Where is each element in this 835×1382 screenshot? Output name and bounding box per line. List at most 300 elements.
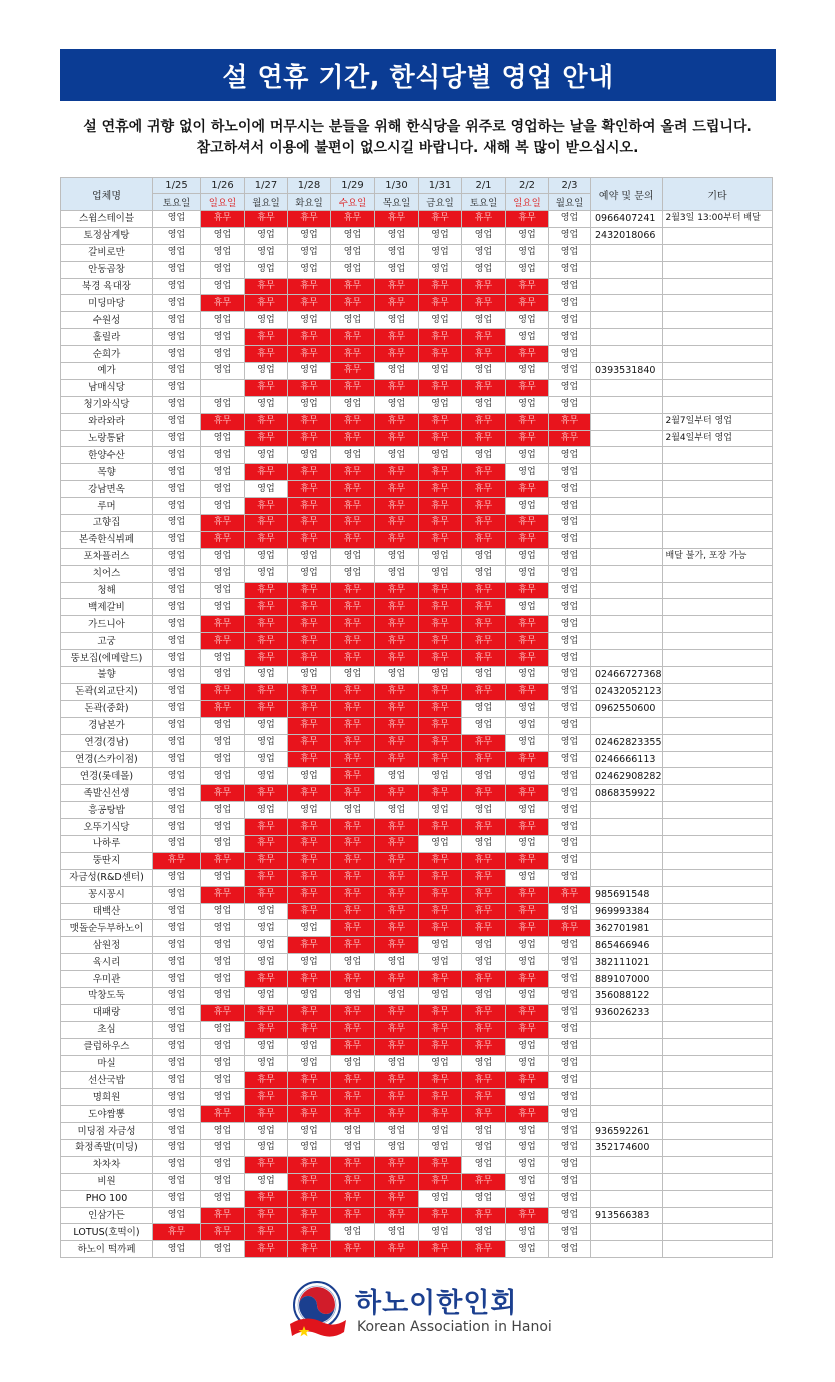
note-cell: 2월4일부터 영업 — [662, 430, 772, 447]
status-open-cell: 영업 — [375, 987, 419, 1004]
note-cell — [662, 1241, 772, 1258]
table-row — [61, 278, 773, 295]
status-open-cell: 영업 — [419, 1139, 462, 1156]
status-open-cell: 영업 — [549, 768, 591, 785]
status-open-cell: 영업 — [288, 768, 331, 785]
restaurant-name: 안동곱창 — [61, 261, 153, 278]
restaurant-name: 돈곽(중화) — [61, 700, 153, 717]
status-open-cell: 영업 — [462, 548, 506, 565]
status-closed-cell: 휴무 — [375, 278, 419, 295]
status-open-cell: 영업 — [153, 211, 201, 228]
status-open-cell: 영업 — [375, 261, 419, 278]
restaurant-name: 연경(경남) — [61, 734, 153, 751]
status-open-cell: 영업 — [245, 261, 288, 278]
table-row — [61, 1173, 773, 1190]
status-open-cell: 영업 — [549, 802, 591, 819]
status-open-cell: 영업 — [153, 312, 201, 329]
status-closed-cell: 휴무 — [331, 937, 375, 954]
note-cell — [662, 582, 772, 599]
table-row — [61, 582, 773, 599]
contact-phone — [591, 599, 663, 616]
status-open-cell: 영업 — [549, 447, 591, 464]
status-closed-cell: 휴무 — [331, 464, 375, 481]
status-closed-cell: 휴무 — [375, 903, 419, 920]
contact-phone — [591, 1190, 663, 1207]
status-closed-cell: 휴무 — [245, 582, 288, 599]
status-open-cell: 영업 — [549, 261, 591, 278]
status-closed-cell: 휴무 — [375, 1241, 419, 1258]
status-open-cell: 영업 — [549, 903, 591, 920]
status-closed-cell: 휴무 — [375, 616, 419, 633]
contact-phone — [591, 1156, 663, 1173]
status-open-cell: 영업 — [549, 683, 591, 700]
status-closed-cell: 휴무 — [245, 886, 288, 903]
status-closed-cell: 휴무 — [245, 329, 288, 346]
status-closed-cell: 휴무 — [288, 599, 331, 616]
note-cell — [662, 244, 772, 261]
table-row — [61, 1106, 773, 1123]
status-open-cell: 영업 — [506, 548, 549, 565]
status-closed-cell: 휴무 — [331, 531, 375, 548]
status-closed-cell: 휴무 — [245, 683, 288, 700]
status-closed-cell: 휴무 — [245, 1224, 288, 1241]
status-closed-cell: 휴무 — [419, 650, 462, 667]
note-cell — [662, 819, 772, 836]
table-row — [61, 244, 773, 261]
restaurant-name: LOTUS(호떡이) — [61, 1224, 153, 1241]
status-closed-cell: 휴무 — [331, 1072, 375, 1089]
status-closed-cell: 휴무 — [375, 1004, 419, 1021]
note-cell — [662, 1021, 772, 1038]
table-row — [61, 1190, 773, 1207]
status-open-cell: 영업 — [201, 1055, 245, 1072]
table-row — [61, 1241, 773, 1258]
contact-phone: 0962550600 — [591, 700, 663, 717]
status-closed-cell: 휴무 — [375, 650, 419, 667]
status-closed-cell: 휴무 — [331, 869, 375, 886]
status-open-cell: 영업 — [506, 447, 549, 464]
status-open-cell: 영업 — [549, 211, 591, 228]
status-open-cell: 영업 — [549, 1106, 591, 1123]
status-open-cell: 영업 — [153, 768, 201, 785]
status-open-cell: 영업 — [245, 396, 288, 413]
status-open-cell: 영업 — [153, 1089, 201, 1106]
status-open-cell: 영업 — [153, 565, 201, 582]
contact-phone — [591, 1173, 663, 1190]
status-open-cell: 영업 — [201, 1241, 245, 1258]
contact-phone: 352174600 — [591, 1139, 663, 1156]
status-closed-cell: 휴무 — [506, 278, 549, 295]
contact-phone: 969993384 — [591, 903, 663, 920]
note-cell — [662, 852, 772, 869]
status-open-cell: 영업 — [245, 667, 288, 684]
status-open-cell: 영업 — [288, 920, 331, 937]
status-open-cell: 영업 — [153, 1072, 201, 1089]
date-header: 1/28 — [288, 178, 331, 194]
status-open-cell: 영업 — [288, 667, 331, 684]
status-closed-cell: 휴무 — [506, 1106, 549, 1123]
status-open-cell: 영업 — [506, 667, 549, 684]
column-header-note: 기타 — [662, 178, 772, 211]
status-open-cell: 영업 — [549, 1241, 591, 1258]
status-closed-cell: 휴무 — [462, 278, 506, 295]
restaurant-name: 강남면옥 — [61, 481, 153, 498]
contact-phone: 936592261 — [591, 1123, 663, 1140]
status-open-cell: 영업 — [153, 244, 201, 261]
status-open-cell: 영업 — [462, 312, 506, 329]
table-row — [61, 954, 773, 971]
status-open-cell: 영업 — [245, 1038, 288, 1055]
intro-line-2: 참고하셔서 이용에 불편이 없으시길 바랍니다. 새해 복 많이 받으십시오. — [196, 140, 639, 156]
contact-phone — [591, 261, 663, 278]
restaurant-name: 스윔스테이블 — [61, 211, 153, 228]
status-open-cell: 영업 — [245, 1055, 288, 1072]
table-row — [61, 700, 773, 717]
status-closed-cell: 휴무 — [288, 886, 331, 903]
status-open-cell: 영업 — [549, 1072, 591, 1089]
status-closed-cell: 휴무 — [288, 937, 331, 954]
status-closed-cell: 휴무 — [419, 346, 462, 363]
status-open-cell: 영업 — [288, 447, 331, 464]
table-row — [61, 1123, 773, 1140]
restaurant-name: 연경(롯데몰) — [61, 768, 153, 785]
table-row — [61, 1224, 773, 1241]
status-closed-cell: 휴무 — [331, 717, 375, 734]
status-open-cell: 영업 — [375, 667, 419, 684]
status-closed-cell: 휴무 — [331, 1241, 375, 1258]
table-row — [61, 886, 773, 903]
contact-phone — [591, 1241, 663, 1258]
status-open-cell: 영업 — [153, 633, 201, 650]
status-closed-cell: 휴무 — [462, 971, 506, 988]
status-open-cell: 영업 — [549, 633, 591, 650]
status-closed-cell: 휴무 — [288, 717, 331, 734]
note-cell — [662, 1055, 772, 1072]
table-row — [61, 447, 773, 464]
status-closed-cell: 휴무 — [375, 531, 419, 548]
status-open-cell: 영업 — [201, 819, 245, 836]
status-closed-cell: 휴무 — [419, 498, 462, 515]
status-open-cell: 영업 — [506, 802, 549, 819]
table-row — [61, 903, 773, 920]
date-header: 1/26 — [201, 178, 245, 194]
status-closed-cell: 휴무 — [462, 211, 506, 228]
contact-phone — [591, 278, 663, 295]
status-open-cell: 영업 — [549, 244, 591, 261]
status-closed-cell: 휴무 — [375, 379, 419, 396]
status-open-cell: 영업 — [245, 548, 288, 565]
status-closed-cell: 휴무 — [331, 515, 375, 532]
status-closed-cell: 휴무 — [462, 869, 506, 886]
status-open-cell: 영업 — [288, 1055, 331, 1072]
status-closed-cell: 휴무 — [245, 835, 288, 852]
status-open-cell: 영업 — [549, 227, 591, 244]
status-open-cell: 영업 — [506, 734, 549, 751]
status-open-cell: 영업 — [201, 734, 245, 751]
status-closed-cell: 휴무 — [462, 430, 506, 447]
status-open-cell: 영업 — [549, 312, 591, 329]
status-open-cell: 영업 — [153, 886, 201, 903]
status-open-cell: 영업 — [288, 987, 331, 1004]
status-closed-cell: 휴무 — [375, 785, 419, 802]
note-cell — [662, 954, 772, 971]
note-cell — [662, 1072, 772, 1089]
status-open-cell: 영업 — [201, 329, 245, 346]
status-closed-cell: 휴무 — [331, 886, 375, 903]
note-cell — [662, 785, 772, 802]
contact-phone — [591, 869, 663, 886]
status-open-cell: 영업 — [375, 1055, 419, 1072]
contact-phone — [591, 329, 663, 346]
status-closed-cell: 휴무 — [506, 886, 549, 903]
restaurant-name: 수원성 — [61, 312, 153, 329]
status-closed-cell: 휴무 — [245, 1106, 288, 1123]
status-closed-cell: 휴무 — [506, 1021, 549, 1038]
status-open-cell: 영업 — [153, 802, 201, 819]
status-open-cell: 영업 — [153, 987, 201, 1004]
status-open-cell: 영업 — [288, 227, 331, 244]
status-open-cell: 영업 — [419, 312, 462, 329]
status-open-cell: 영업 — [506, 396, 549, 413]
table-row — [61, 616, 773, 633]
status-open-cell: 영업 — [331, 802, 375, 819]
note-cell — [662, 346, 772, 363]
status-closed-cell: 휴무 — [245, 211, 288, 228]
note-cell — [662, 987, 772, 1004]
restaurant-name: 클럽하우스 — [61, 1038, 153, 1055]
status-open-cell: 영업 — [549, 1156, 591, 1173]
status-open-cell: 영업 — [201, 667, 245, 684]
note-cell: 배달 불가, 포장 가능 — [662, 548, 772, 565]
status-closed-cell: 휴무 — [288, 1207, 331, 1224]
status-closed-cell: 휴무 — [245, 498, 288, 515]
status-closed-cell: 휴무 — [506, 531, 549, 548]
restaurant-name: 화정족발(미딩) — [61, 1139, 153, 1156]
note-cell: 2월7일부터 영업 — [662, 413, 772, 430]
status-open-cell: 영업 — [462, 227, 506, 244]
table-row — [61, 599, 773, 616]
status-closed-cell: 휴무 — [462, 531, 506, 548]
status-closed-cell: 휴무 — [288, 515, 331, 532]
status-open-cell: 영업 — [549, 1224, 591, 1241]
status-closed-cell: 휴무 — [245, 346, 288, 363]
status-open-cell: 영업 — [506, 1190, 549, 1207]
note-cell — [662, 363, 772, 380]
table-row — [61, 683, 773, 700]
status-open-cell: 영업 — [549, 363, 591, 380]
status-open-cell: 영업 — [201, 1089, 245, 1106]
contact-phone — [591, 312, 663, 329]
contact-phone — [591, 244, 663, 261]
status-open-cell: 영업 — [288, 1123, 331, 1140]
status-open-cell: 영업 — [549, 329, 591, 346]
status-open-cell: 영업 — [201, 227, 245, 244]
status-open-cell: 영업 — [549, 717, 591, 734]
status-open-cell: 영업 — [549, 346, 591, 363]
status-open-cell: 영업 — [462, 1156, 506, 1173]
status-closed-cell: 휴무 — [245, 785, 288, 802]
status-closed-cell: 휴무 — [506, 971, 549, 988]
status-closed-cell: 휴무 — [288, 1224, 331, 1241]
korean-association-emblem-icon — [286, 1278, 348, 1340]
contact-phone — [591, 1106, 663, 1123]
table-row — [61, 413, 773, 430]
table-row — [61, 515, 773, 532]
status-open-cell: 영업 — [245, 903, 288, 920]
contact-phone — [591, 447, 663, 464]
status-open-cell: 영업 — [375, 1224, 419, 1241]
status-open-cell: 영업 — [153, 396, 201, 413]
status-closed-cell: 휴무 — [245, 464, 288, 481]
status-closed-cell: 휴무 — [419, 379, 462, 396]
status-open-cell: 영업 — [153, 954, 201, 971]
status-open-cell: 영업 — [462, 447, 506, 464]
status-open-cell: 영업 — [375, 447, 419, 464]
status-open-cell: 영업 — [549, 1139, 591, 1156]
contact-phone — [591, 1072, 663, 1089]
restaurant-name: 자금성(R&D센터) — [61, 869, 153, 886]
status-open-cell: 영업 — [462, 1055, 506, 1072]
status-open-cell: 영업 — [506, 1089, 549, 1106]
status-open-cell: 영업 — [549, 734, 591, 751]
status-open-cell: 영업 — [153, 1173, 201, 1190]
date-header-row — [61, 178, 773, 194]
status-open-cell: 영업 — [153, 1207, 201, 1224]
table-row — [61, 329, 773, 346]
status-closed-cell: 휴무 — [288, 1089, 331, 1106]
table-row — [61, 312, 773, 329]
weekday-header: 수요일 — [331, 194, 375, 211]
status-closed-cell: 휴무 — [331, 683, 375, 700]
table-row — [61, 852, 773, 869]
status-open-cell: 영업 — [462, 768, 506, 785]
restaurant-name: 나하루 — [61, 835, 153, 852]
status-closed-cell: 휴무 — [331, 346, 375, 363]
status-open-cell: 영업 — [506, 312, 549, 329]
status-open-cell: 영업 — [153, 903, 201, 920]
status-closed-cell: 휴무 — [419, 1241, 462, 1258]
status-closed-cell: 휴무 — [462, 1173, 506, 1190]
contact-phone — [591, 1038, 663, 1055]
status-open-cell: 영업 — [331, 1224, 375, 1241]
status-open-cell: 영업 — [153, 819, 201, 836]
status-open-cell: 영업 — [462, 396, 506, 413]
status-closed-cell: 휴무 — [506, 633, 549, 650]
status-closed-cell: 휴무 — [288, 869, 331, 886]
status-closed-cell: 휴무 — [245, 1207, 288, 1224]
restaurant-name: 청해 — [61, 582, 153, 599]
status-open-cell: 영업 — [201, 1123, 245, 1140]
status-closed-cell: 휴무 — [245, 1072, 288, 1089]
status-closed-cell: 휴무 — [419, 1106, 462, 1123]
status-closed-cell: 휴무 — [331, 599, 375, 616]
status-closed-cell: 휴무 — [506, 295, 549, 312]
contact-phone — [591, 396, 663, 413]
status-open-cell: 영업 — [549, 751, 591, 768]
status-open-cell: 영업 — [419, 768, 462, 785]
note-cell — [662, 1224, 772, 1241]
status-open-cell: 영업 — [506, 869, 549, 886]
weekday-header: 목요일 — [375, 194, 419, 211]
table-row — [61, 920, 773, 937]
note-cell — [662, 295, 772, 312]
weekday-header: 일요일 — [506, 194, 549, 211]
contact-phone — [591, 565, 663, 582]
status-closed-cell: 휴무 — [506, 582, 549, 599]
status-closed-cell: 휴무 — [288, 633, 331, 650]
status-open-cell: 영업 — [153, 447, 201, 464]
status-open-cell: 영업 — [201, 1139, 245, 1156]
status-closed-cell: 휴무 — [375, 329, 419, 346]
status-closed-cell: 휴무 — [331, 481, 375, 498]
note-cell — [662, 667, 772, 684]
status-closed-cell: 휴무 — [331, 1038, 375, 1055]
status-closed-cell: 휴무 — [375, 886, 419, 903]
status-closed-cell: 휴무 — [419, 430, 462, 447]
status-open-cell: 영업 — [153, 1190, 201, 1207]
status-open-cell: 영업 — [419, 1123, 462, 1140]
status-closed-cell: 휴무 — [201, 211, 245, 228]
restaurant-name: 흥공탕밥 — [61, 802, 153, 819]
table-row — [61, 768, 773, 785]
status-closed-cell: 휴무 — [506, 1072, 549, 1089]
status-open-cell: 영업 — [506, 937, 549, 954]
weekday-header: 화요일 — [288, 194, 331, 211]
note-cell — [662, 1089, 772, 1106]
note-cell — [662, 683, 772, 700]
status-closed-cell: 휴무 — [462, 1241, 506, 1258]
status-open-cell: 영업 — [506, 498, 549, 515]
contact-phone — [591, 717, 663, 734]
contact-phone — [591, 413, 663, 430]
status-closed-cell: 휴무 — [331, 903, 375, 920]
status-open-cell: 영업 — [201, 244, 245, 261]
status-closed-cell: 휴무 — [245, 616, 288, 633]
status-open-cell: 영업 — [419, 261, 462, 278]
status-open-cell: 영업 — [419, 802, 462, 819]
status-open-cell: 영업 — [201, 802, 245, 819]
table-row — [61, 430, 773, 447]
table-row — [61, 261, 773, 278]
restaurant-name: 목향 — [61, 464, 153, 481]
status-closed-cell: 휴무 — [462, 1207, 506, 1224]
status-closed-cell: 휴무 — [462, 633, 506, 650]
status-closed-cell: 휴무 — [375, 971, 419, 988]
note-cell — [662, 1139, 772, 1156]
status-open-cell: 영업 — [201, 278, 245, 295]
status-open-cell: 영업 — [153, 531, 201, 548]
table-row — [61, 346, 773, 363]
restaurant-name: 본죽한식뷔페 — [61, 531, 153, 548]
note-cell — [662, 396, 772, 413]
status-closed-cell: 휴무 — [331, 734, 375, 751]
status-closed-cell: 휴무 — [506, 616, 549, 633]
status-closed-cell: 휴무 — [506, 751, 549, 768]
status-open-cell: 영업 — [201, 869, 245, 886]
status-closed-cell: 휴무 — [288, 329, 331, 346]
status-closed-cell: 휴무 — [288, 211, 331, 228]
status-closed-cell: 휴무 — [245, 278, 288, 295]
restaurant-name: 뚱딴지 — [61, 852, 153, 869]
status-open-cell: 영업 — [201, 464, 245, 481]
status-closed-cell: 휴무 — [419, 903, 462, 920]
status-open-cell: 영업 — [201, 835, 245, 852]
restaurant-name: 삼원정 — [61, 937, 153, 954]
status-open-cell: 영업 — [419, 227, 462, 244]
status-open-cell: 영업 — [549, 1173, 591, 1190]
status-closed-cell: 휴무 — [419, 1004, 462, 1021]
restaurant-name: 와라와라 — [61, 413, 153, 430]
